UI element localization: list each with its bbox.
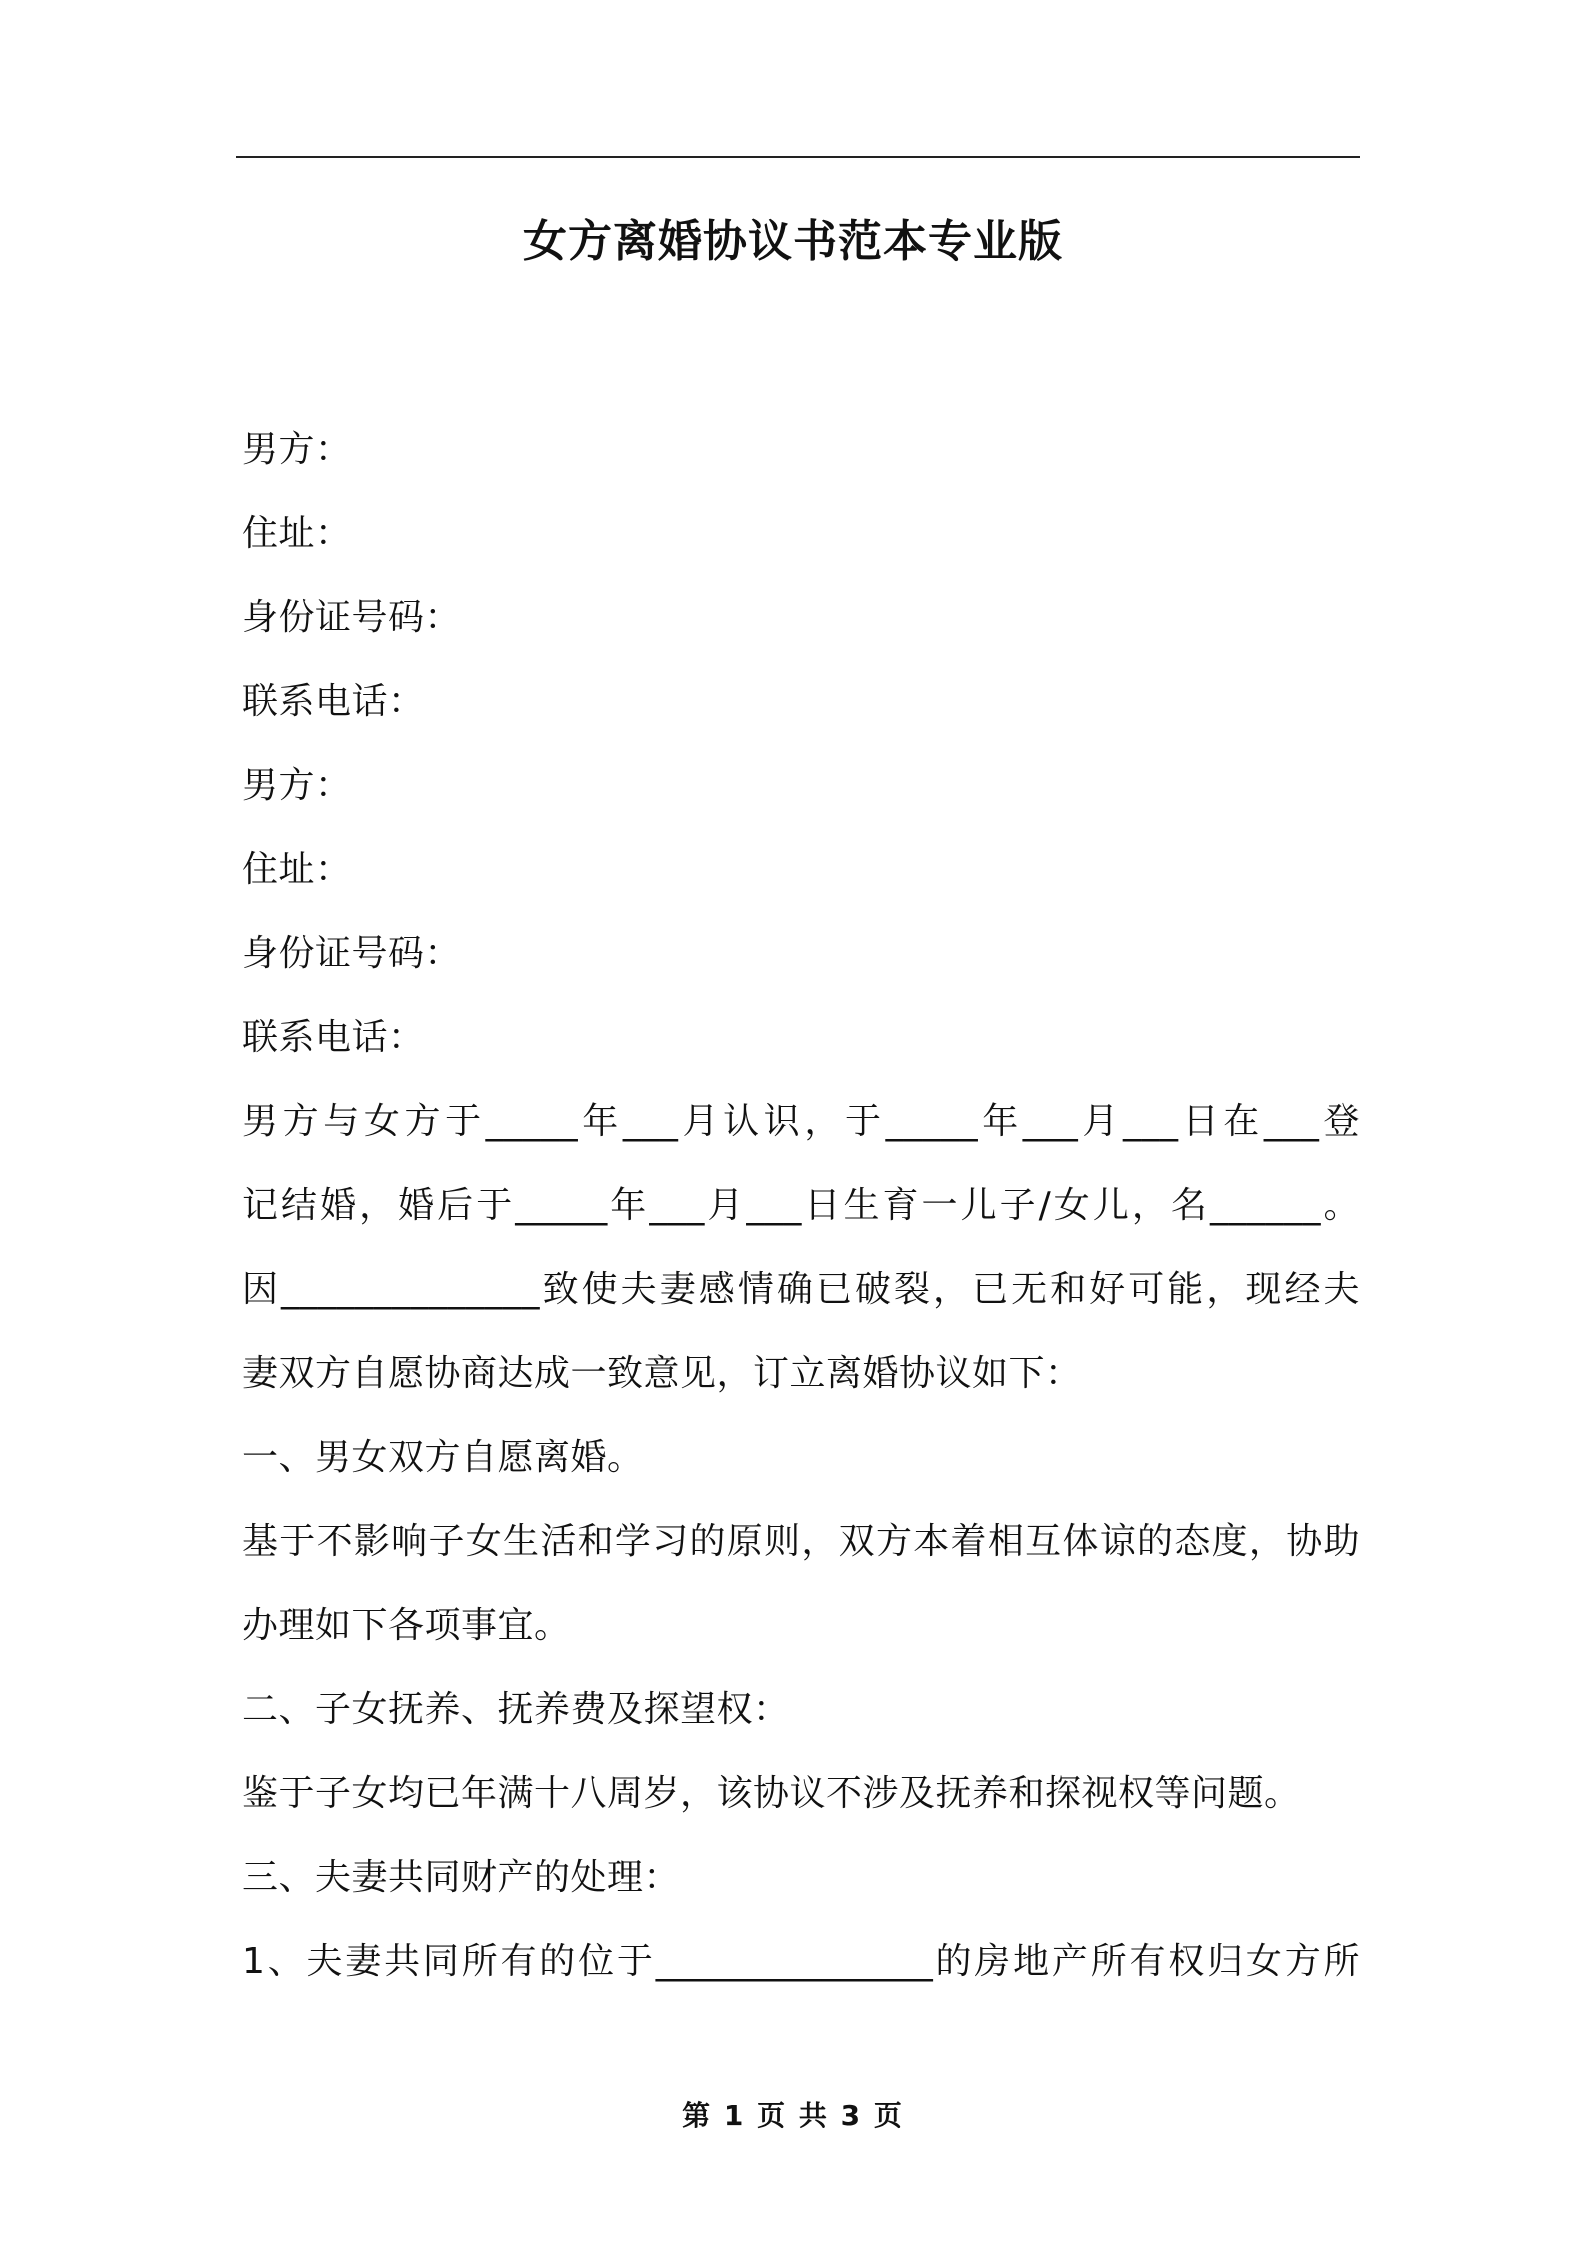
body-line: 身份证号码：	[242, 597, 462, 638]
body-line: 男方：	[242, 765, 352, 806]
body-line: 办理如下各项事宜。	[242, 1605, 571, 1646]
body-line: 基于不影响子女生活和学习的原则，双方本着相互体谅的态度，协助	[242, 1521, 1360, 1562]
body-line: 联系电话：	[242, 1017, 425, 1058]
body-line: 住址：	[242, 849, 352, 890]
header-rule	[236, 156, 1360, 158]
body-line: 一、男女双方自愿离婚。	[242, 1437, 644, 1478]
body-line: 男方：	[242, 429, 352, 470]
body-line: 身份证号码：	[242, 933, 462, 974]
body-line: 联系电话：	[242, 681, 425, 722]
body-line: 男方与女方于_____年___月认识，于_____年___月___日在___登	[242, 1101, 1360, 1142]
body-line: 二、子女抚养、抚养费及探望权：	[242, 1689, 790, 1730]
document-title: 女方离婚协议书范本专业版	[523, 216, 1063, 267]
body-line: 1、夫妻共同所有的位于_______________的房地产所有权归女方所	[242, 1941, 1360, 1982]
body-line: 妻双方自愿协商达成一致意见，订立离婚协议如下：	[242, 1353, 1082, 1394]
body-line: 因______________致使夫妻感情确已破裂，已无和好可能，现经夫	[242, 1269, 1360, 1310]
body-line: 住址：	[242, 513, 352, 554]
body-line: 三、夫妻共同财产的处理：	[242, 1857, 681, 1898]
page-number-footer: 第 1 页 共 3 页	[682, 2099, 904, 2132]
body-line: 记结婚，婚后于_____年___月___日生育一儿子/女儿，名______。	[242, 1185, 1360, 1226]
body-line: 鉴于子女均已年满十八周岁，该协议不涉及抚养和探视权等问题。	[242, 1773, 1301, 1814]
document-body	[242, 408, 1360, 2004]
